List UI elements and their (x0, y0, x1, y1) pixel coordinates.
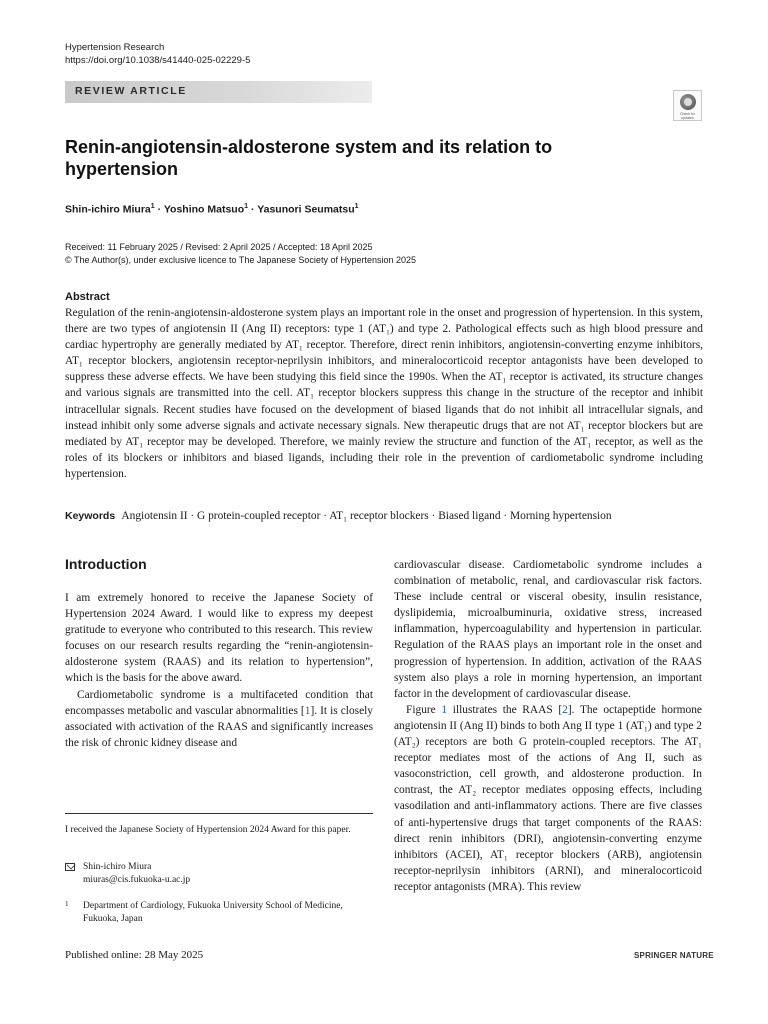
paragraph-text: Cardiometabolic syndrome is a multifaceted condition that encompasses metabolic and vascular abnormalities [ (65, 688, 373, 717)
paragraph-text: ]. It is closely associated with activation of the RAAS and significantly increases the risk of chronic kidney disease and (65, 704, 373, 749)
author-affil-marker: 1 (354, 203, 359, 210)
citation-link[interactable]: 2 (562, 703, 568, 716)
citation-link[interactable]: 1 (304, 704, 311, 717)
abstract-heading: Abstract (65, 291, 110, 303)
abstract-text: Regulation of the renin-angiotensin-aldosterone system plays an important role in the onset and progression of hypertension. In this system, there are two types of angiotensin II (Ang II) receptors: type 1 (AT₁) and type 2. Pathological effects such as high blood pressure and cardiac hypertrophy are generally mediated by AT₁ receptor. Therefore, direct renin inhibitors, angiotensin-converting enzyme inhibitors, AT₁ receptor blockers, angiotensin receptor-neprilysin inhibitors, and mineralocorticoid receptor antagonists have been developed to suppress these adverse effects. We have been studying this field since the 1990s. When the AT₁ receptor is activated, its structure changes and various signals are transmitted into the cell. AT₁ receptor blockers suppress this change in the structure of the receptor and inhibit intracellular signals. Recent studies have focused on the development of biased ligands that do not inhibit all intracellular signals, and instead inhibit only some adverse signals and activate necessary signals. New therapeutic drugs that are not AT₁ receptor blockers but are mediated by AT₁ receptor may be developed. Therefore, we mainly review the structure and function of the AT₁ receptor, as well as the roles of its blockers or inhibitors and biased ligands, including their role in the prevention of cardiometabolic syndrome including hypertension. (65, 307, 703, 480)
keywords-heading: Keywords (65, 510, 116, 522)
body-paragraph (65, 687, 373, 751)
keywords-list: Angiotensin II · G protein-coupled receptor · AT₁ receptor blockers · Biased ligand · Morning hypertension (121, 510, 612, 522)
affiliation (65, 900, 375, 926)
article-dates (65, 241, 416, 267)
article-type-label: REVIEW ARTICLE (75, 85, 187, 97)
figure-link[interactable]: 1 (441, 703, 448, 716)
award-footnote: I received the Japanese Society of Hypertension 2024 Award for this paper. (65, 825, 351, 835)
body-column-left (65, 590, 373, 751)
author-affil-marker: 1 (244, 203, 249, 210)
paragraph-text: illustrates the RAAS [ (447, 703, 563, 716)
body-paragraph: I am extremely honored to receive the Japanese Society of Hypertension 2024 Award. I would like to express my deepest gratitude to everyone who contributed to this research. This review focuses on our research results regarding the “renin-angiotensin-aldosterone system (RAAS) and its relation to hypertension”, which is the basis for the above award. (65, 592, 373, 685)
introduction-heading: Introduction (65, 556, 147, 572)
body-paragraph (394, 702, 702, 895)
copyright-line: © The Author(s), under exclusive licence to The Japanese Society of Hypertension 2025 (65, 255, 416, 265)
doi-link[interactable]: https://doi.org/10.1038/s41440-025-02229-5 (65, 55, 251, 66)
article-type-bar (65, 81, 372, 103)
author-name[interactable]: Shin-ichiro Miura (65, 203, 151, 216)
contact-email[interactable]: miuras@cis.fukuoka-u.ac.jp (83, 875, 191, 885)
published-date: Published online: 28 May 2025 (65, 949, 204, 961)
keywords (65, 509, 705, 523)
check-badge-text: Check for updates (680, 112, 695, 120)
publisher-logo: SPRINGER NATURE (634, 951, 714, 960)
article-title: Renin-angiotensin-aldosterone system and its relation to hypertension (65, 137, 553, 179)
email-icon (65, 863, 75, 871)
author-affil-marker: 1 (150, 203, 155, 210)
affiliation-number: 1 (65, 900, 69, 908)
body-column-right (394, 557, 702, 895)
author-list: Shin-ichiro Miura$^1$ · Yoshino Matsuo$^1$ · Yasunori Seumatsu$^1$ (65, 203, 359, 216)
check-for-updates-icon[interactable] (673, 90, 702, 121)
check-badge-circle (680, 94, 696, 110)
corresponding-author (65, 861, 375, 887)
author-name[interactable]: Yoshino Matsuo (163, 203, 245, 216)
affiliation-text: Department of Cardiology, Fukuoka University School of Medicine, Fukuoka, Japan (83, 901, 343, 924)
contact-name: Shin-ichiro Miura (83, 862, 152, 872)
author-name[interactable]: Yasunori Seumatsu (257, 203, 355, 216)
paragraph-text: ]. The octapeptide hormone angiotensin II (Ang II) binds to both Ang II type 1 (AT₁) and type 2 (AT₂) receptors are both G protein-coupled receptors. The AT₁ receptor mediates most of the actions of Ang II, such as vasoconstriction, cell growth, and aldosterone production. In contrast, the AT₂ receptor mediates opposing effects, including vasodilation and anti-inflammatory actions. There are five classes of anti-hypertensive drugs that target components of the RAAS: direct renin inhibitors (DRI), angiotensin-converting enzyme inhibitors (ACEI), AT₁ receptor blockers (ARB), angiotensin receptor-neprilysin inhibitors (ARNI), and mineralocorticoid receptor antagonists (MRA). This review (394, 703, 702, 893)
journal-header (65, 41, 250, 67)
footnote-divider (65, 813, 373, 814)
journal-name: Hypertension Research (65, 42, 165, 53)
history-dates: Received: 11 February 2025 / Revised: 2 April 2025 / Accepted: 18 April 2025 (65, 242, 373, 252)
paragraph-text: Figure (406, 703, 442, 716)
body-paragraph: cardiovascular disease. Cardiometabolic syndrome includes a combination of metabolic, renal, and cardiovascular risk factors. These include central or visceral obesity, insulin resistance, dyslipidemia, microalbuminuria, oxidative stress, increased inflammation, hypercoagulability and hypertension in particular. Regulation of the RAAS plays an important role in the onset and progression of hypertension. In addition, activation of the RAAS system also plays a role in morning hypertension, an important factor in the development of cardiovascular disease. (394, 559, 702, 700)
